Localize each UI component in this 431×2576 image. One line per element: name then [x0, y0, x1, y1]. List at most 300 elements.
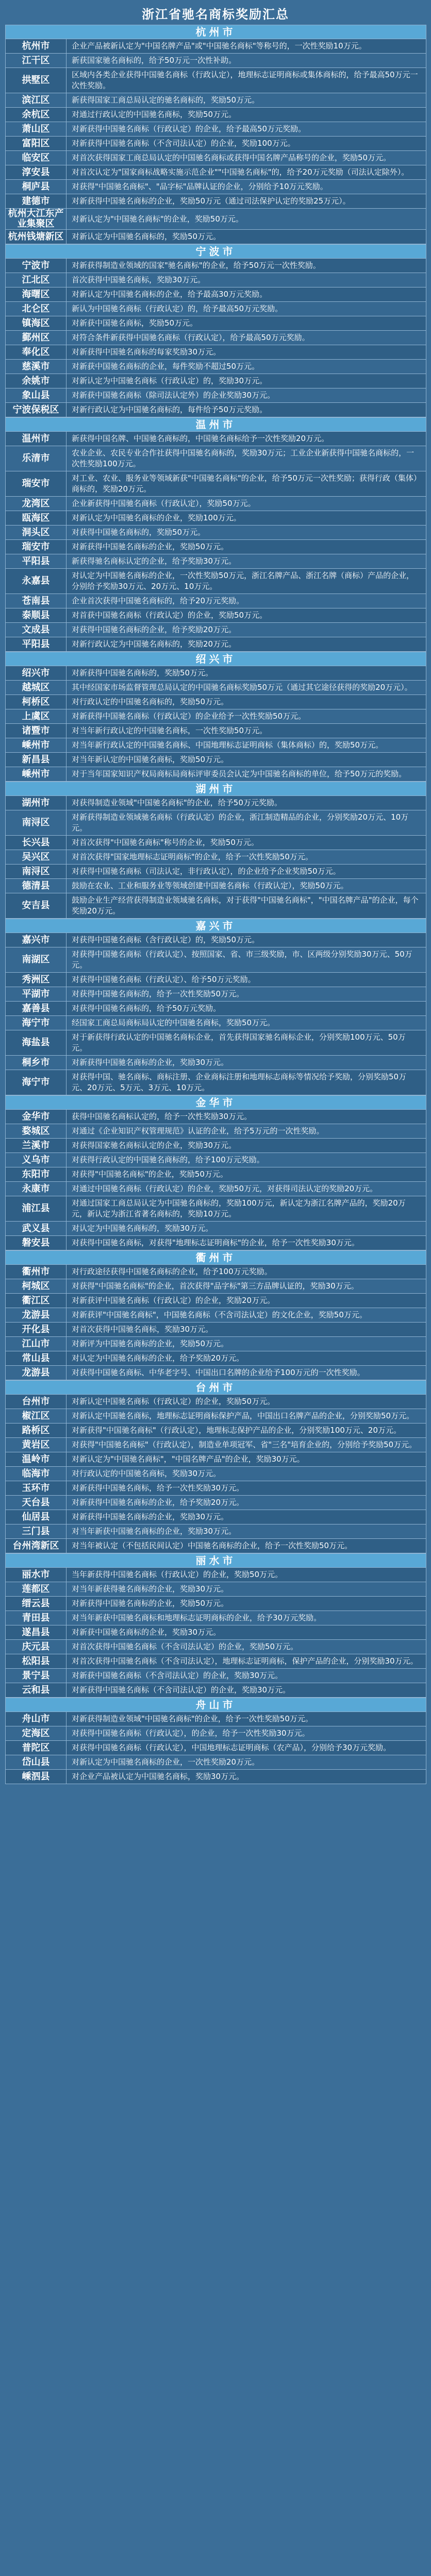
district-name: 龙游县	[6, 1366, 67, 1380]
district-name: 吴兴区	[6, 850, 67, 864]
city-rows	[6, 666, 426, 782]
table-row	[6, 1481, 426, 1496]
district-name: 嵊州市	[6, 767, 67, 781]
reward-description-text: 对新获得中国驰名商标，给予一次性奖励30万元。	[72, 1483, 244, 1493]
table-row	[6, 68, 426, 93]
table-row	[6, 810, 426, 836]
reward-description-text: 对获得中国驰名商标（行政认定）、按照国家、省、市三级奖励，市、区两级分别奖励30万元、50万元。	[72, 950, 412, 970]
table-row	[6, 1452, 426, 1467]
table-row	[6, 623, 426, 637]
table-row	[6, 1640, 426, 1654]
reward-description	[67, 1395, 426, 1409]
table-row	[6, 637, 426, 652]
reward-description	[67, 1755, 426, 1769]
reward-description	[67, 1016, 426, 1030]
reward-description	[67, 1124, 426, 1138]
reward-description	[67, 526, 426, 539]
district-name: 常山县	[6, 1351, 67, 1365]
district-name: 东阳市	[6, 1167, 67, 1181]
reward-description	[67, 1265, 426, 1279]
district-name: 义乌市	[6, 1153, 67, 1167]
table-row	[6, 471, 426, 497]
district-name: 松阳县	[6, 1654, 67, 1668]
reward-description-text: 对新认定为中国驰名商标的，奖励50万元。	[72, 232, 221, 241]
table-row	[6, 54, 426, 68]
reward-description	[67, 151, 426, 165]
reward-description-text: 对获得行政认定的中国驰名商标的，给予100万元奖励。	[72, 1155, 264, 1164]
reward-description-text: 对获得中国、驰名商标、商标注册、企业商标注册和地理标志商标等情况给予奖励，分别奖励50万元、20万元、5万元、3万元、10万元。	[72, 1072, 407, 1092]
reward-description-text: 对新获得中国驰名商标（行政认定）的企业，给予最高50万元奖励。	[72, 124, 306, 133]
table-row	[6, 230, 426, 244]
reward-description	[67, 1452, 426, 1466]
city-header: 嘉兴市	[6, 919, 426, 933]
reward-description-text: 对当年新行政认定的中国驰名商标、中国地理标志证明商标（集体商标）的，奖励50万元。	[72, 740, 384, 750]
reward-description	[67, 1351, 426, 1365]
district-name: 临海市	[6, 1467, 67, 1481]
reward-description-text: 企业首次获得中国驰名商标的，给予20万元奖励。	[72, 596, 244, 605]
district-name: 海宁市	[6, 1070, 67, 1095]
reward-description	[67, 836, 426, 850]
table-row	[6, 1524, 426, 1539]
table-row	[6, 865, 426, 879]
table-row	[6, 446, 426, 471]
table-row	[6, 987, 426, 1002]
table-row	[6, 93, 426, 108]
reward-description	[67, 165, 426, 179]
reward-description-text: 对认定为中国驰名商标的，奖励30万元。	[72, 1224, 213, 1233]
district-name: 镇海区	[6, 316, 67, 330]
reward-description	[67, 1153, 426, 1167]
reward-description-text: 对获得中国驰名商标的，奖励50万元。	[72, 528, 206, 537]
reward-description-text: 对首次获得中国驰名商标，奖励30万元。	[72, 1325, 213, 1334]
reward-description-text: 新获得驰名商标认定的企业，给予奖励30万元。	[72, 556, 237, 566]
reward-description-text: 鼓励企业生产经营获得制造业领域驰名商标，对于获得"中国驰名商标"，"中国名牌产品"的企业，每个奖励20万元。	[72, 895, 419, 916]
district-name: 临安区	[6, 151, 67, 165]
reward-description	[67, 879, 426, 893]
table-row	[6, 1265, 426, 1279]
district-name: 南湖区	[6, 947, 67, 972]
reward-description	[67, 1640, 426, 1654]
reward-description	[67, 1741, 426, 1755]
reward-description-text: 对首获中国驰名商标（行政认定）的企业，奖励50万元。	[72, 611, 268, 620]
district-name: 柯桥区	[6, 695, 67, 709]
table-row	[6, 1279, 426, 1294]
reward-description	[67, 1323, 426, 1336]
district-name: 定海区	[6, 1726, 67, 1740]
reward-description-text: 对新获中国驰名商标的企业，奖励30万元。	[72, 1628, 221, 1637]
table-row	[6, 209, 426, 230]
table-row	[6, 1167, 426, 1182]
district-name: 嘉兴市	[6, 933, 67, 947]
reward-description-text: 对获得中国驰名商标、中华老字号、中国出口名牌的企业给予100万元的一次性奖励。	[72, 1368, 365, 1377]
table-row	[6, 1669, 426, 1683]
district-name: 温州市	[6, 432, 67, 446]
district-name: 缙云县	[6, 1597, 67, 1611]
district-name: 衢江区	[6, 1294, 67, 1308]
district-name: 海盐县	[6, 1030, 67, 1055]
district-name: 海宁市	[6, 1016, 67, 1030]
city-rows	[6, 259, 426, 417]
city-header: 衢州市	[6, 1250, 426, 1265]
table-row	[6, 1539, 426, 1553]
reward-description	[67, 1611, 426, 1625]
table-row	[6, 1124, 426, 1139]
district-name: 普陀区	[6, 1741, 67, 1755]
reward-description-text: 对首次获得"国家地理标志证明商标"的企业，给予一次性奖励50万元。	[72, 852, 313, 861]
table-row	[6, 194, 426, 209]
table-row	[6, 1294, 426, 1308]
reward-description-text: 对新评为中国驰名商标的企业，奖励50万元。	[72, 1339, 229, 1348]
city-rows	[6, 1265, 426, 1380]
reward-description-text: 对新获得中国驰名商标的每家奖励30万元。	[72, 347, 221, 357]
district-name: 开化县	[6, 1323, 67, 1336]
district-name: 庆元县	[6, 1640, 67, 1654]
reward-description-text: 对获得制造业领域"中国驰名商标"的企业，给予50万元奖励。	[72, 798, 282, 807]
reward-description-text: 对当年新行政认定的中国驰名商标，一次性奖励50万元。	[72, 726, 268, 735]
reward-description	[67, 1524, 426, 1538]
reward-description	[67, 360, 426, 374]
city-header: 绍兴市	[6, 652, 426, 666]
reward-description	[67, 209, 426, 229]
reward-description-text: 对新获得中国驰名商标（不含司法认定）的企业，奖励30万元。	[72, 1685, 291, 1694]
table-row	[6, 1236, 426, 1250]
reward-description	[67, 1196, 426, 1221]
table-row	[6, 360, 426, 374]
reward-description	[67, 738, 426, 752]
reward-description-text: 对获得中国驰名商标的，给予一次性奖励50万元。	[72, 989, 244, 998]
table-row	[6, 1496, 426, 1510]
reward-description-text: 当年新获得中国驰名商标（行政认定）的企业，奖励50万元。	[72, 1570, 283, 1579]
reward-description-text: 对新获得中国驰名商标的企业，奖励50万元（通过司法保护认定的奖励25万元）。	[72, 196, 351, 206]
reward-description-text: 对当年被认定（不包括民间认定）中国驰名商标的企业，给予一次性奖励50万元。	[72, 1541, 353, 1550]
district-name: 诸暨市	[6, 724, 67, 738]
reward-description-text: 对新获评中国驰名商标（行政认定）的企业，奖励20万元。	[72, 1296, 275, 1305]
table-row	[6, 122, 426, 137]
reward-description	[67, 865, 426, 878]
district-name: 平阳县	[6, 554, 67, 568]
table-row	[6, 893, 426, 919]
table-row	[6, 137, 426, 151]
table-row	[6, 316, 426, 331]
reward-description-text: 对新获得中国驰名商标的企业，奖励30万元。	[72, 1512, 229, 1521]
table-row	[6, 526, 426, 540]
reward-description-text: 农业企业、农民专业合作社获得中国驰名商标的，奖励30万元；工业企业新获得中国驰名商标的，一次性奖励100万元。	[72, 448, 415, 468]
reward-description	[67, 345, 426, 359]
district-name: 云和县	[6, 1683, 67, 1697]
reward-description	[67, 388, 426, 402]
district-name: 桐乡市	[6, 1056, 67, 1070]
district-name: 桐庐县	[6, 180, 67, 194]
district-name: 长兴县	[6, 836, 67, 850]
table-row	[6, 836, 426, 850]
reward-description-text: 对新获得中国驰名商标的企业，奖励30万元。	[72, 1058, 229, 1067]
reward-description-text: 对获得"中国驰名商标"（行政认定），制造业单项冠军、省"三名"培育企业的，分别给予奖励50万元。	[72, 1440, 417, 1449]
district-name: 武义县	[6, 1222, 67, 1235]
city-section	[6, 244, 426, 417]
reward-description-text: 对首次获得中国驰名商标（不含司法认定），地理标志证明商标，保护产品的企业，分别奖励30万元。	[72, 1656, 418, 1666]
reward-description	[67, 973, 426, 987]
reward-description	[67, 623, 426, 637]
reward-description	[67, 108, 426, 122]
reward-description	[67, 1002, 426, 1015]
table-row	[6, 695, 426, 709]
table-row	[6, 1712, 426, 1726]
table-row	[6, 1337, 426, 1351]
reward-description	[67, 180, 426, 194]
reward-description-text: 对获得中国驰名商标的企业，给予奖励20万元。	[72, 625, 237, 634]
reward-description	[67, 54, 426, 67]
reward-table	[5, 25, 426, 1784]
district-name: 平湖市	[6, 987, 67, 1001]
reward-description	[67, 68, 426, 93]
table-row	[6, 1366, 426, 1380]
reward-description	[67, 1770, 426, 1784]
table-row	[6, 540, 426, 554]
district-name: 绍兴市	[6, 666, 67, 680]
reward-description-text: 新认为中国驰名商标（行政认定）的，给予最高50万元奖励。	[72, 304, 283, 313]
city-header: 湖州市	[6, 782, 426, 796]
reward-description-text: 对新认定中国驰名商标，地理标志证明商标保护产品，中国出口名牌产品的企业，分别奖励50万元。	[72, 1411, 415, 1420]
table-row	[6, 165, 426, 180]
table-row	[6, 1182, 426, 1196]
district-name: 遂昌县	[6, 1625, 67, 1639]
reward-description	[67, 1423, 426, 1437]
district-name: 南浔区	[6, 865, 67, 878]
reward-description	[67, 893, 426, 918]
reward-description-text: 对认定为中国驰名商标的企业，一次性奖励50万元，浙江名牌产品、浙江名牌（商标）产品的企业，分别给予奖励30万元、20万元、10万元。	[72, 571, 415, 591]
table-row	[6, 1438, 426, 1452]
table-row	[6, 1741, 426, 1755]
table-row	[6, 1002, 426, 1016]
reward-description	[67, 403, 426, 417]
table-row	[6, 1726, 426, 1741]
table-row	[6, 1139, 426, 1153]
reward-description	[67, 39, 426, 53]
table-row	[6, 1070, 426, 1095]
table-row	[6, 933, 426, 947]
reward-description-text: 对新认定为"中国驰名商标"的企业，奖励50万元。	[72, 214, 243, 224]
reward-description-text: 获得中国驰名商标认定的，给予一次性奖励30万元。	[72, 1112, 252, 1121]
reward-description-text: 对行政认定的中国驰名商标的，奖励50万元。	[72, 697, 229, 706]
city-rows	[6, 1568, 426, 1698]
reward-description	[67, 230, 426, 244]
table-row	[6, 947, 426, 973]
table-row	[6, 345, 426, 360]
city-header: 舟山市	[6, 1698, 426, 1712]
district-name: 龙游县	[6, 1308, 67, 1322]
reward-description-text: 对新认定为中国驰名商标的企业，奖励100万元。	[72, 513, 241, 522]
table-row	[6, 753, 426, 767]
table-row	[6, 1611, 426, 1625]
reward-description-text: 新获得国家工商总局认定的驰名商标的，奖励50万元。	[72, 95, 260, 105]
reward-description-text: 对新获中国驰名商标（不含司法认定）的企业，奖励30万元。	[72, 1671, 283, 1680]
reward-description	[67, 273, 426, 287]
reward-description-text: 对通过中国驰名商标（行政认定）的企业，奖励50万元，对获得司法认定的奖励20万元。	[72, 1184, 378, 1193]
table-row	[6, 388, 426, 403]
reward-description	[67, 1481, 426, 1495]
table-row	[6, 738, 426, 753]
district-name: 柯城区	[6, 1279, 67, 1293]
city-header: 宁波市	[6, 244, 426, 259]
reward-description	[67, 796, 426, 810]
reward-description-text: 对获得中国驰名商标（行政认定），的企业，给予一次性奖励30万元。	[72, 1728, 310, 1738]
reward-description-text: 对当年新获得驰名商标的企业，奖励30万元。	[72, 1584, 229, 1594]
reward-description	[67, 767, 426, 781]
table-row	[6, 1423, 426, 1438]
reward-description-text: 对当年新获中国驰名商标和地理标志证明商标的企业，给予30万元奖励。	[72, 1613, 322, 1622]
table-row	[6, 1030, 426, 1056]
reward-description-text: 对新获得"中国驰名商标"（行政认定），地理标志保护产品的企业，分别奖励100万元、20万元。	[72, 1426, 402, 1435]
city-rows	[6, 39, 426, 244]
reward-description-text: 对新行政认定为中国驰名商标的，每件给予50万元奖励。	[72, 405, 268, 414]
district-name: 舟山市	[6, 1712, 67, 1726]
table-row	[6, 666, 426, 681]
table-row	[6, 432, 426, 446]
reward-description	[67, 1726, 426, 1740]
reward-description-text: 对首次获得"中国驰名商标"称号的企业，奖励50万元。	[72, 838, 259, 847]
district-name: 瓯海区	[6, 511, 67, 525]
reward-description-text: 对新行政认定为中国驰名商标的，奖励20万元。	[72, 639, 237, 649]
reward-description	[67, 511, 426, 525]
table-row	[6, 1625, 426, 1640]
district-name: 浦江县	[6, 1196, 67, 1221]
district-name: 上虞区	[6, 709, 67, 723]
city-rows	[6, 796, 426, 919]
district-name: 海曙区	[6, 287, 67, 301]
city-section	[6, 782, 426, 919]
reward-description	[67, 608, 426, 622]
city-header: 金华市	[6, 1095, 426, 1110]
district-name: 景宁县	[6, 1669, 67, 1683]
table-row	[6, 1683, 426, 1698]
district-name: 象山县	[6, 388, 67, 402]
table-row	[6, 724, 426, 738]
district-name: 江干区	[6, 54, 67, 67]
reward-description	[67, 1110, 426, 1124]
reward-description-text: 对符合条件新获得中国驰名商标（行政认定），给予最高50万元奖励。	[72, 333, 310, 342]
table-row	[6, 554, 426, 569]
reward-description	[67, 432, 426, 446]
district-name: 北仑区	[6, 302, 67, 316]
reward-description-text: 对获得中国驰名商标（司法认定，非行政认定），的企业给予企业奖励50万元。	[72, 867, 341, 876]
reward-description	[67, 1279, 426, 1293]
reward-description	[67, 137, 426, 150]
table-row	[6, 1196, 426, 1222]
district-name: 永康市	[6, 1182, 67, 1196]
reward-description-text: 对新获得制造业领域驰名商标（行政认定）的企业，浙江制造精品的企业，分别奖励20万元、10万元。	[72, 812, 409, 833]
district-name: 衢州市	[6, 1265, 67, 1279]
table-row	[6, 511, 426, 526]
table-row	[6, 594, 426, 608]
reward-description-text: 对行政认定的中国驰名商标，奖励30万元。	[72, 1469, 221, 1478]
district-name: 永嘉县	[6, 569, 67, 594]
reward-description-text: 对通过行政认定的中国驰名商标，奖励50万元。	[72, 110, 237, 119]
reward-description	[67, 1182, 426, 1196]
city-header: 杭州市	[6, 25, 426, 39]
reward-description-text: 对首次获得中国驰名商标（不含司法认定）的企业，奖励50万元。	[72, 1642, 299, 1651]
table-row	[6, 259, 426, 273]
reward-description-text: 对通过《企业知识产权管理规范》认证的企业，给予5万元的一次性奖励。	[72, 1126, 324, 1136]
city-section	[6, 652, 426, 782]
reward-description	[67, 1222, 426, 1235]
district-name: 余姚市	[6, 374, 67, 388]
table-row	[6, 1351, 426, 1366]
district-name: 洞头区	[6, 526, 67, 539]
reward-description-text: 对获得中国驰名商标（行政认定）、给予50万元奖励。	[72, 975, 256, 984]
district-name: 杭州大江东产业集聚区	[6, 209, 67, 229]
table-row	[6, 273, 426, 287]
district-name: 鄞州区	[6, 331, 67, 345]
table-row	[6, 608, 426, 623]
reward-description	[67, 1294, 426, 1308]
district-name: 嵊州市	[6, 738, 67, 752]
district-name: 新昌县	[6, 753, 67, 767]
district-name: 仙居县	[6, 1510, 67, 1524]
district-name: 台州市	[6, 1395, 67, 1409]
reward-description	[67, 1337, 426, 1351]
table-row	[6, 1755, 426, 1770]
district-name: 莲都区	[6, 1582, 67, 1596]
table-row	[6, 108, 426, 122]
table-row	[6, 1308, 426, 1323]
reward-description	[67, 259, 426, 273]
reward-description	[67, 666, 426, 680]
reward-description-text: 经国家工商总局商标局认定的中国驰名商标，奖励50万元。	[72, 1018, 275, 1027]
reward-description	[67, 753, 426, 767]
reward-description	[67, 1409, 426, 1423]
table-row	[6, 1568, 426, 1582]
reward-description	[67, 302, 426, 316]
reward-description-text: 对新认定中国驰名商标（行政认定）的企业，奖励50万元。	[72, 1397, 275, 1406]
district-name: 玉环市	[6, 1481, 67, 1495]
district-name: 台州湾新区	[6, 1539, 67, 1553]
reward-description	[67, 1366, 426, 1380]
reward-description-text: 对新获中国驰名商标，奖励50万元。	[72, 318, 198, 328]
table-row	[6, 1770, 426, 1784]
reward-description	[67, 287, 426, 301]
reward-description	[67, 709, 426, 723]
reward-description-text: 对新获得中国驰名商标（行政认定）的企业给予一次性奖励50万元。	[72, 711, 306, 721]
table-row	[6, 180, 426, 194]
district-name: 江北区	[6, 273, 67, 287]
district-name: 秀洲区	[6, 973, 67, 987]
district-name: 龙湾区	[6, 497, 67, 511]
table-row	[6, 850, 426, 865]
reward-description-text: 对新获得中国驰名商标的，奖励50万元。	[72, 668, 213, 677]
table-row	[6, 374, 426, 388]
reward-description	[67, 1308, 426, 1322]
city-section	[6, 1380, 426, 1553]
reward-description-text: 对获得中国驰名商标（含行政认定）的，奖励50万元。	[72, 935, 260, 944]
reward-description-text: 对新获中国驰名商标（除司法认定外）的企业奖励30万元。	[72, 391, 275, 400]
table-row	[6, 287, 426, 302]
table-row	[6, 151, 426, 165]
reward-description-text: 对新认定为中国驰名商标的企业，一次性奖励20万元。	[72, 1757, 260, 1767]
table-row	[6, 1153, 426, 1167]
reward-description	[67, 1683, 426, 1697]
district-name: 婺城区	[6, 1124, 67, 1138]
reward-description	[67, 987, 426, 1001]
city-rows	[6, 1110, 426, 1250]
reward-description-text: 对获得"中国驰名商标"的企业，奖励50万元。	[72, 1170, 228, 1179]
reward-description	[67, 724, 426, 738]
reward-description	[67, 1496, 426, 1510]
district-name: 萧山区	[6, 122, 67, 136]
table-row	[6, 1510, 426, 1524]
city-section	[6, 25, 426, 244]
reward-description	[67, 554, 426, 568]
district-name: 德清县	[6, 879, 67, 893]
